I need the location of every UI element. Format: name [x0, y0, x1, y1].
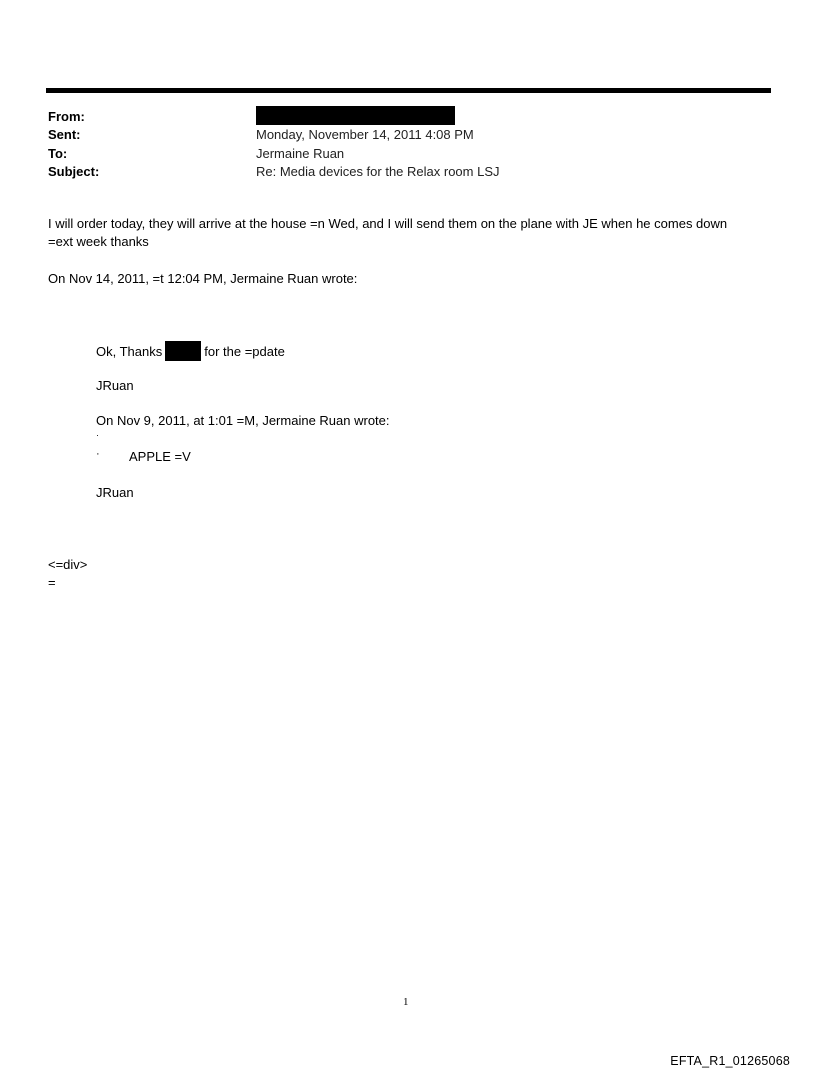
sent-row — [48, 126, 748, 144]
quoted-signature-1: JRuan — [96, 378, 134, 393]
quoted-thanks-before: Ok, Thanks — [96, 344, 163, 359]
bullet-marker: · — [96, 448, 100, 460]
quoted-intro-2: On Nov 9, 2011, at 1:01 =M, Jermaine Ruan wrote: — [96, 413, 390, 428]
message-paragraph — [48, 215, 768, 251]
bullet-small: · — [96, 430, 99, 440]
div-tag-text: <=div> — [48, 557, 88, 572]
quoted-thanks-after: for the =pdate — [204, 344, 285, 359]
reply-intro: On Nov 14, 2011, =t 12:04 PM, Jermaine Ruan wrote: — [48, 271, 358, 286]
redacted-name — [165, 341, 201, 361]
bullet-item-text: APPLE =V — [129, 449, 191, 464]
from-row — [48, 108, 748, 126]
sent-label: Sent: — [48, 127, 81, 143]
quoted-thanks-line — [96, 341, 285, 361]
subject-value: Re: Media devices for the Relax room LSJ — [256, 163, 500, 179]
to-row — [48, 145, 748, 163]
subject-row — [48, 163, 748, 181]
page-number: 1 — [403, 996, 409, 1008]
subject-label: Subject: — [48, 163, 100, 179]
document-id: EFTA_R1_01265068 — [670, 1054, 790, 1068]
quoted-signature-2: JRuan — [96, 485, 134, 500]
header-rule — [46, 88, 771, 93]
to-label: To: — [48, 145, 68, 161]
to-value: Jermaine Ruan — [256, 145, 345, 161]
sent-value: Monday, November 14, 2011 4:08 PM — [256, 127, 474, 143]
equals-text: = — [48, 575, 56, 590]
message-line-1: I will order today, they will arrive at the house =n Wed, and I will send them on the plane with JE when he comes down — [48, 216, 728, 231]
email-header — [48, 108, 748, 181]
redacted-sender — [256, 106, 455, 125]
from-label: From: — [48, 109, 85, 124]
message-line-2: =ext week thanks — [48, 234, 149, 249]
